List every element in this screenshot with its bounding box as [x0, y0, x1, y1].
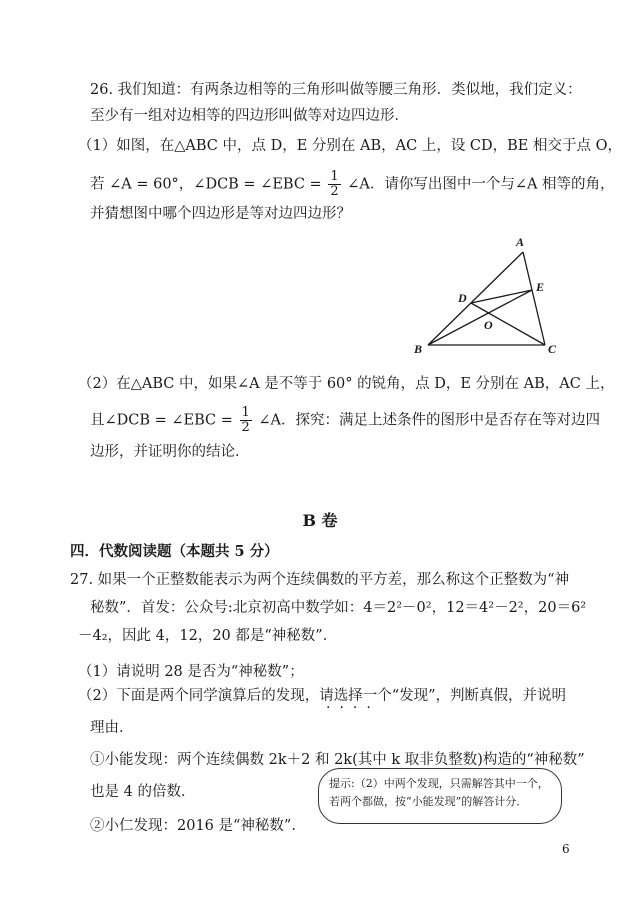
q26-part2-line2 [90, 406, 600, 435]
fraction-half [328, 170, 340, 199]
fraction-numerator: 1 [330, 169, 339, 184]
fraction-numerator-2: 1 [241, 405, 250, 420]
q26-line2: 至少有一组对边相等的四边形叫做等对边四边形． [90, 108, 409, 124]
q26-part2-question: ∠A．探究：满足上述条件的图形中是否存在等对边四 [258, 412, 601, 429]
q27-finding1: ①小能发现：两个连续偶数 2k＋2 和 2k(其中 k 取非负整数)构造的“神秘数” [90, 752, 585, 768]
page-number: 6 [562, 842, 570, 856]
fraction-denominator-2: 2 [241, 420, 250, 435]
segment-be [428, 290, 532, 345]
q27-sub2-cont: 理由． [90, 720, 134, 736]
q27-sub2: （2）下面是两个同学演算后的发现，请选择一个“发现”，判断真假，并说明 [78, 688, 567, 704]
label-o: O [484, 318, 493, 332]
hint-line1: 提示:（2）中两个发现，只需解答其中一个， [329, 777, 549, 790]
label-c: C [548, 342, 557, 356]
q27-line1: 27. 如果一个正整数能表示为两个连续偶数的平方差，那么称这个正整数为“神 [70, 572, 570, 588]
volume-b-heading: B 卷 [302, 511, 338, 530]
triangle-figure [400, 232, 580, 362]
q26-part1-line2 [90, 170, 615, 199]
q26-part1-line1: （1）如图，在△ABC 中，点 D，E 分别在 AB，AC 上，设 CD，BE 相交于点 O， [78, 138, 622, 154]
fraction-denominator: 2 [330, 184, 339, 199]
label-b: B [414, 342, 423, 356]
q27-finding2: ②小仁发现：2016 是“神秘数”． [90, 818, 306, 834]
hint-box [318, 768, 562, 824]
q26-part2-line1: （2）在△ABC 中，如果∠A 是不等于 60° 的锐角，点 D，E 分别在 AB，AC 上， [78, 376, 615, 392]
segment-cd [471, 303, 545, 345]
q26-line1: 26. 我们知道：有两条边相等的三角形叫做等腰三角形．类似地，我们定义： [90, 82, 582, 98]
q27-finding1-cont: 也是 4 的倍数． [90, 784, 196, 800]
q27-sub1: （1）请说明 28 是否为“神秘数”； [78, 664, 304, 680]
q27-line2: 秘数”．首发：公众号:北京初高中数学如：4＝2²－0²，12＝4²－2²，20＝6² [90, 600, 587, 616]
side-ac [523, 252, 545, 345]
q26-part1-condition: 若 ∠A = 60°，∠DCB = ∠EBC = [90, 176, 322, 193]
fraction-half-2 [240, 406, 252, 435]
side-ab [428, 252, 523, 345]
q26-part1-question: ∠A．请你写出图中一个与∠A 相等的角， [347, 176, 615, 193]
section-four-heading: 四．代数阅读题（本题共 5 分） [70, 543, 279, 560]
q26-part1-line3: 并猜想图中哪个四边形是等对边四边形？ [90, 206, 351, 222]
label-d: D [458, 291, 467, 305]
label-e: E [536, 280, 545, 294]
segment-de [471, 290, 532, 303]
label-a: A [516, 235, 525, 249]
emphasis-dots: ···· [326, 700, 380, 716]
q27-line3: －4₂，因此 4，12，20 都是“神秘数”． [78, 628, 338, 644]
q26-part2-condition: 且∠DCB = ∠EBC = [90, 412, 233, 429]
q26-part2-line3: 边形，并证明你的结论． [90, 444, 250, 460]
hint-line2: 若两个都做，按“小能发现”的解答计分． [329, 795, 528, 808]
